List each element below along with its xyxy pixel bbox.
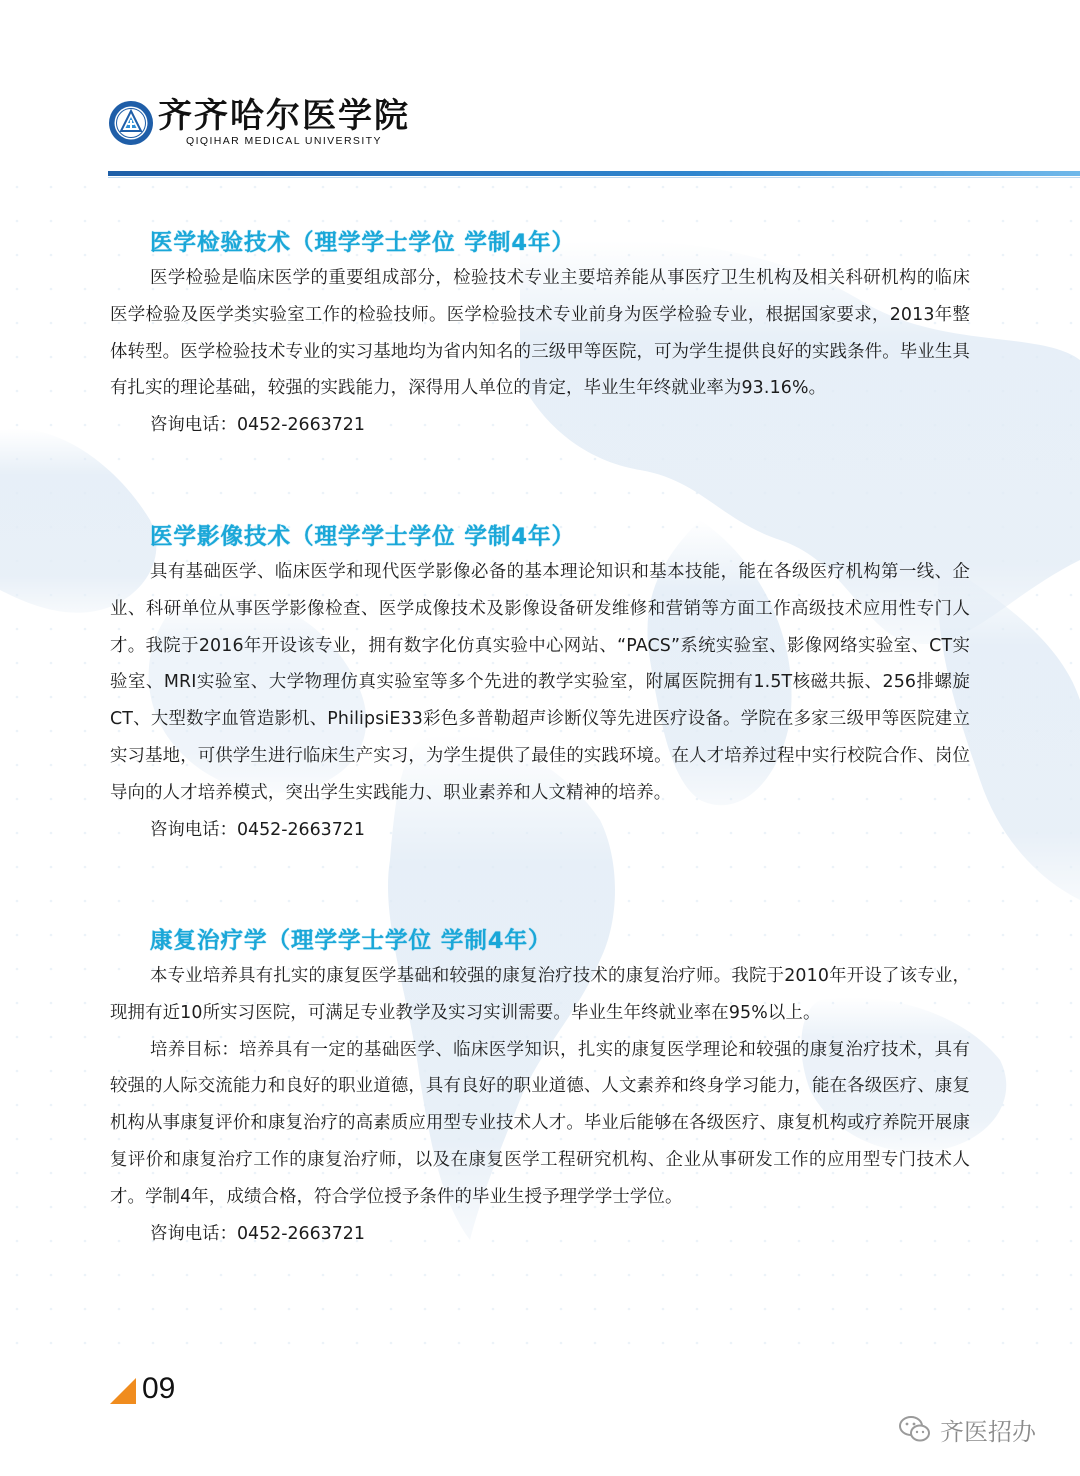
university-seal-logo xyxy=(108,100,154,146)
section-title: 医学检验技术（理学学士学位 学制4年） xyxy=(150,230,575,256)
section-rehabilitation-therapy xyxy=(110,924,970,1252)
page-number: 09 xyxy=(142,1372,176,1405)
contact-phone: 咨询电话：0452-2663721 xyxy=(150,415,365,436)
school-name-chinese: 齐齐哈尔医学院 xyxy=(158,96,410,136)
section-title: 康复治疗学（理学学士学位 学制4年） xyxy=(150,928,552,954)
section-medical-imaging-tech xyxy=(110,520,970,848)
page-corner-triangle-icon xyxy=(110,1378,136,1404)
contact-phone: 咨询电话：0452-2663721 xyxy=(150,1223,365,1244)
section-paragraph: 具有基础医学、临床医学和现代医学影像必备的基本理论知识和基本技能，能在各级医疗机构第一线、企业、科研单位从事医学影像检查、医学成像技术及影像设备研发维修和营销等方面工作高级技术应用性专门人才。我院于2016年开设该专业，拥有数字化仿真实验中心网站、“PACS”系统实验室、影像网络实验室、CT实验室、MRI实验室、大学物理仿真实验室等多个先进的教学实验室，附属医院拥有1.5T核磁共振、256排螺旋CT、大型数字血管造影机、PhilipsiE33彩色多普勒超声诊断仪等先进医疗设备。学院在多家三级甲等医院建立实习基地，可供学生进行临床生产实习，为学生提供了最佳的实践环境。在人才培养过程中实行校院合作、岗位导向的人才培养模式，突出学生实践能力、职业素养和人文精神的培养。 xyxy=(110,562,970,803)
section-title: 医学影像技术（理学学士学位 学制4年） xyxy=(150,524,575,550)
wechat-watermark xyxy=(898,1412,1036,1446)
section-medical-lab-tech xyxy=(110,226,970,444)
section-paragraph: 本专业培养具有扎实的康复医学基础和较强的康复治疗技术的康复治疗师。我院于2010年开设了该专业，现拥有近10所实习医院，可满足专业教学及实习实训需要。毕业生年终就业率在95%以上。 xyxy=(110,966,970,1023)
watermark-text: 齐医招办 xyxy=(940,1417,1036,1446)
page-header xyxy=(0,0,1080,190)
section-paragraph: 培养目标：培养具有一定的基础医学、临床医学知识，扎实的康复医学理论和较强的康复治疗技术，具有较强的人际交流能力和良好的职业道德，具有良好的职业道德、人文素养和终身学习能力，能在各级医疗、康复机构从事康复评价和康复治疗的高素质应用型专业技术人才。毕业后能够在各级医疗、康复机构或疗养院开展康复评价和康复治疗工作的康复治疗师，以及在康复医学工程研究机构、企业从事研发工作的应用型专门技术人才。学制4年，成绩合格，符合学位授予条件的毕业生授予理学学士学位。 xyxy=(110,1039,970,1207)
wechat-icon xyxy=(898,1414,932,1444)
contact-phone: 咨询电话：0452-2663721 xyxy=(150,819,365,840)
school-name-english: QIQIHAR MEDICAL UNIVERSITY xyxy=(186,135,382,147)
header-divider-line xyxy=(108,169,1080,179)
section-paragraph: 医学检验是临床医学的重要组成部分，检验技术专业主要培养能从事医疗卫生机构及相关科研机构的临床医学检验及医学类实验室工作的检验技师。医学检验技术专业前身为医学检验专业，根据国家要求，2013年整体转型。医学检验技术专业的实习基地均为省内知名的三级甲等医院，可为学生提供良好的实践条件。毕业生具有扎实的理论基础，较强的实践能力，深得用人单位的肯定，毕业生年终就业率为93.16%。 xyxy=(110,268,970,399)
